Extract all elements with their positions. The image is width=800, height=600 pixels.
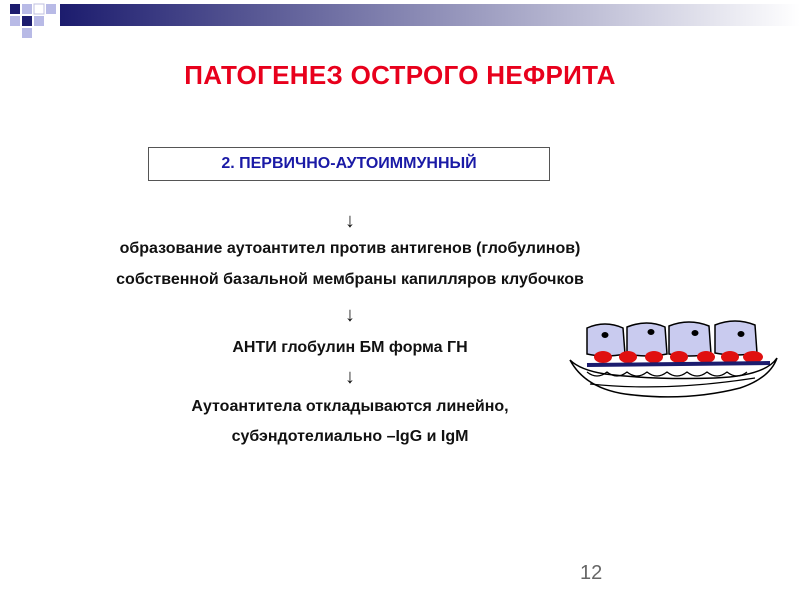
page-number: 12 bbox=[580, 562, 603, 584]
red-blood-cell bbox=[594, 351, 612, 363]
cell bbox=[715, 321, 757, 355]
red-blood-cell bbox=[721, 351, 739, 363]
cell bbox=[669, 322, 711, 356]
mechanism-box bbox=[148, 147, 550, 181]
header-square bbox=[22, 28, 32, 38]
text-line-2: собственной базальной мембраны капилляров клубочков bbox=[116, 271, 584, 288]
header-square bbox=[22, 16, 32, 26]
glomerular-capillary-illustration bbox=[565, 318, 785, 408]
arrow-3: ↓ bbox=[345, 366, 355, 388]
cell-nucleus bbox=[692, 330, 699, 336]
text-line-5: субэндотелиально –IgG и IgM bbox=[231, 428, 469, 445]
header-gradient-bar bbox=[60, 4, 800, 26]
slide-title: ПАТОГЕНЕЗ ОСТРОГО НЕФРИТА bbox=[184, 60, 616, 90]
cell-nucleus bbox=[648, 329, 655, 335]
header-square bbox=[46, 4, 56, 14]
text-line-3: АНТИ глобулин БМ форма ГН bbox=[232, 339, 468, 356]
arrow-1: ↓ bbox=[345, 210, 355, 232]
cell-nucleus bbox=[602, 332, 609, 338]
cell bbox=[627, 323, 667, 356]
header-square bbox=[22, 4, 32, 14]
header-square bbox=[10, 4, 20, 14]
header-square bbox=[10, 16, 20, 26]
mechanism-box-label: 2. ПЕРВИЧНО-АУТОИММУННЫЙ bbox=[221, 155, 477, 172]
basement-membrane-deposit bbox=[587, 363, 770, 365]
text-line-4: Аутоантитела откладываются линейно, bbox=[191, 398, 509, 415]
cell bbox=[587, 324, 625, 356]
cell-row bbox=[587, 321, 757, 356]
header-square bbox=[34, 4, 44, 14]
red-blood-cell bbox=[670, 351, 688, 363]
text-line-1: образование аутоантител против антигенов (глобулинов) bbox=[119, 240, 581, 257]
header-square bbox=[34, 16, 44, 26]
red-blood-cell bbox=[645, 351, 663, 363]
red-blood-cell bbox=[619, 351, 637, 363]
red-blood-cell bbox=[697, 351, 715, 363]
cell-nucleus bbox=[738, 331, 745, 337]
header-decoration bbox=[0, 0, 800, 40]
arrow-2: ↓ bbox=[345, 304, 355, 326]
